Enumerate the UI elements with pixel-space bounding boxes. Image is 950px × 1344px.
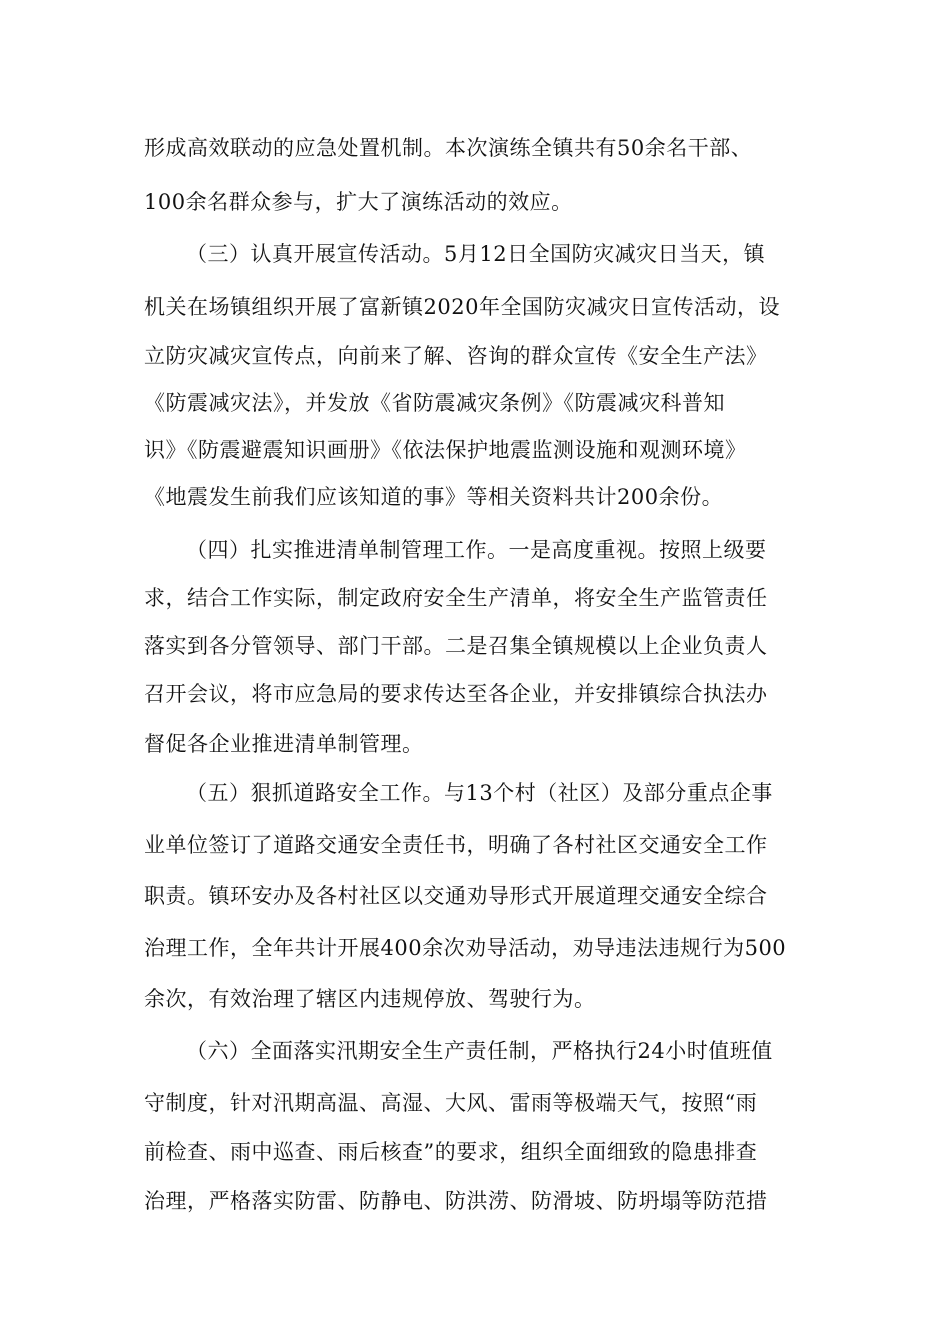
text-line: 立防灾减灾宣传点，向前来了解、咨询的群众宣传《安全生产法》 — [144, 344, 768, 368]
text-line: 守制度，针对汛期高温、高湿、大风、雷雨等极端天气，按照“雨 — [144, 1091, 758, 1115]
text-line: 《地震发生前我们应该知道的事》等相关资料共计200余份。 — [144, 485, 724, 509]
text-line: （三）认真开展宣传活动。5月12日全国防灾减灾日当天，镇 — [186, 242, 766, 266]
text-line: 落实到各分管领导、部门干部。二是召集全镇规模以上企业负责人 — [144, 634, 768, 658]
text-line: （四）扎实推进清单制管理工作。一是高度重视。按照上级要 — [186, 538, 767, 562]
text-line: 求，结合工作实际，制定政府安全生产清单，将安全生产监管责任 — [144, 586, 768, 610]
text-line: 形成高效联动的应急处置机制。本次演练全镇共有50余名干部、 — [144, 136, 753, 160]
text-line: 治理，严格落实防雷、防静电、防洪涝、防滑坡、防坍塌等防范措 — [144, 1189, 768, 1213]
text-line: 召开会议，将市应急局的要求传达至各企业，并安排镇综合执法办 — [144, 682, 768, 706]
text-line: 督促各企业推进清单制管理。 — [144, 732, 424, 756]
text-line: （五）狠抓道路安全工作。与13个村（社区）及部分重点企事 — [186, 781, 773, 805]
text-line: 前检查、雨中巡查、雨后核查”的要求，组织全面细致的隐患排查 — [144, 1140, 758, 1164]
text-line: 《防震减灾法》，并发放《省防震减灾条例》《防震减灾科普知 — [144, 391, 725, 415]
text-line: 机关在场镇组织开展了富新镇2020年全国防灾减灾日宣传活动，设 — [144, 295, 780, 319]
text-line: 识》《防震避震知识画册》《依法保护地震监测设施和观测环境》 — [144, 438, 747, 462]
text-line: （六）全面落实汛期安全生产责任制，严格执行24小时值班值 — [186, 1039, 773, 1063]
text-line: 100余名群众参与，扩大了演练活动的效应。 — [144, 190, 573, 214]
text-line: 职责。镇环安办及各村社区以交通劝导形式开展道理交通安全综合 — [144, 884, 768, 908]
text-line: 业单位签订了道路交通安全责任书，明确了各村社区交通安全工作 — [144, 833, 768, 857]
text-line: 余次，有效治理了辖区内违规停放、驾驶行为。 — [144, 987, 596, 1011]
text-line: 治理工作，全年共计开展400余次劝导活动，劝导违法违规行为500 — [144, 936, 787, 960]
